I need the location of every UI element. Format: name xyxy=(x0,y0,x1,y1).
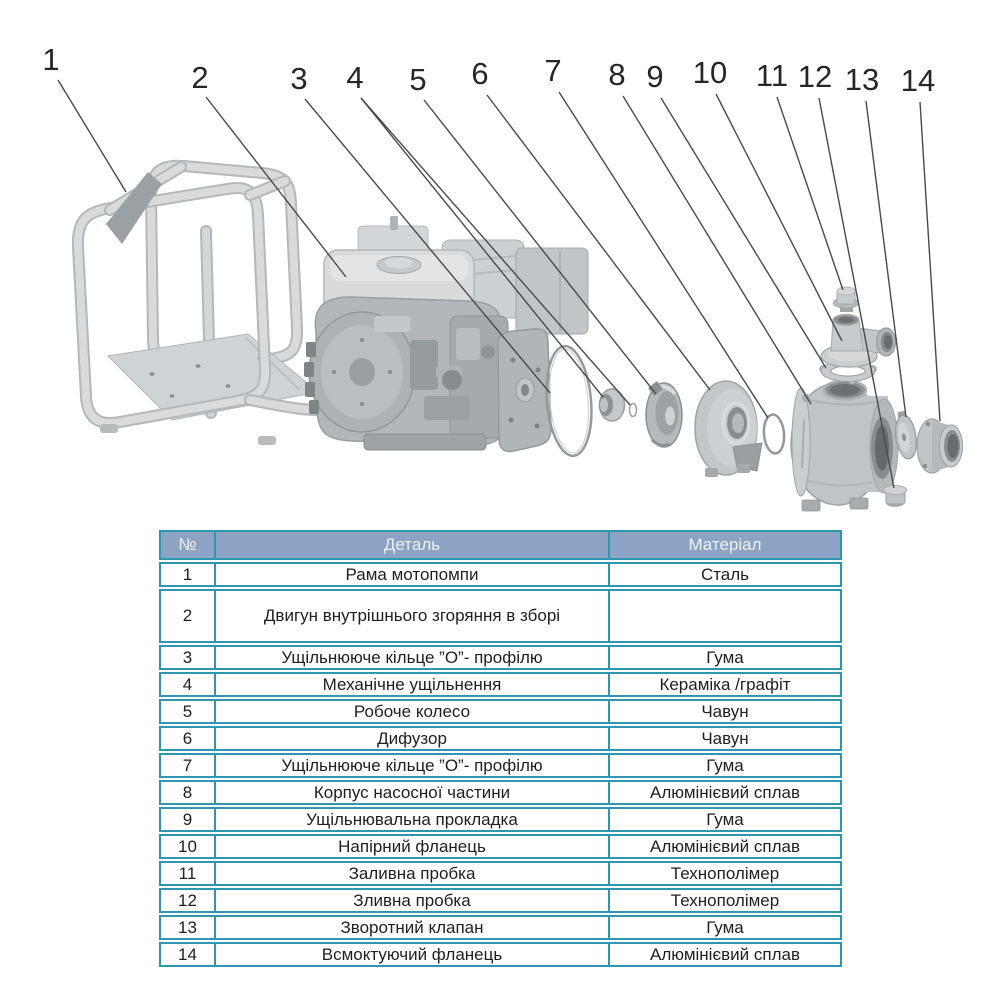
row-cell-part: Зливна пробка xyxy=(214,890,610,911)
frame-part xyxy=(78,166,332,445)
frame-foot xyxy=(100,424,118,433)
row-cell-part: Рама мотопомпи xyxy=(214,564,610,585)
row-cell-material: Алюмінієвий сплав xyxy=(650,836,800,856)
row-cell-number: 1 xyxy=(182,564,193,584)
pump-casing-part xyxy=(791,381,898,512)
table-row xyxy=(159,780,842,805)
row-cell-material: Алюмінієвий сплав xyxy=(650,944,800,964)
leader-line-11 xyxy=(777,97,843,290)
row-cell-material xyxy=(610,591,840,641)
callout-label-8: 8 xyxy=(608,57,626,92)
table-row xyxy=(159,888,842,913)
callout-label-6: 6 xyxy=(471,56,489,91)
table-row xyxy=(159,861,842,886)
header-cell-part: Деталь xyxy=(214,532,610,558)
leader-line-9 xyxy=(661,98,826,368)
row-cell-part: Робоче колесо xyxy=(214,701,610,722)
fill-plug-part xyxy=(834,287,859,312)
table-row xyxy=(159,915,842,940)
table-row xyxy=(159,834,842,859)
callout-label-14: 14 xyxy=(900,63,936,98)
leader-line-14 xyxy=(920,102,940,421)
table-row xyxy=(159,562,842,587)
callout-label-3: 3 xyxy=(290,61,308,96)
row-cell-number: 2 xyxy=(182,606,193,626)
row-cell-number: 4 xyxy=(182,674,193,694)
row-cell-number: 7 xyxy=(182,755,193,775)
callout-label-5: 5 xyxy=(409,62,427,97)
suction-flange-part xyxy=(917,419,963,473)
row-cell-number: 12 xyxy=(178,890,197,910)
engine-mount-plate-part xyxy=(498,329,551,452)
parts-table-body xyxy=(159,562,842,967)
callout-label-2: 2 xyxy=(191,60,209,95)
callout-label-12: 12 xyxy=(797,59,833,94)
row-cell-number: 11 xyxy=(178,863,197,883)
row-cell-number: 9 xyxy=(182,809,193,829)
row-cell-number: 13 xyxy=(178,917,197,937)
impeller-part xyxy=(646,381,682,447)
row-cell-number: 10 xyxy=(178,836,197,856)
row-cell-part: Двигун внутрішнього згоряння в зборі xyxy=(214,591,610,641)
row-cell-material: Сталь xyxy=(700,564,750,584)
row-cell-part: Зворотний клапан xyxy=(214,917,610,938)
row-cell-material: Технополімер xyxy=(670,863,780,883)
table-row xyxy=(159,672,842,697)
drain-plug-part xyxy=(884,486,907,508)
table-row xyxy=(159,726,842,751)
row-cell-number: 14 xyxy=(178,944,197,964)
row-cell-material: Кераміка /графіт xyxy=(659,674,791,694)
row-cell-part: Корпус насосної частини xyxy=(214,782,610,803)
row-cell-part: Напірний фланець xyxy=(214,836,610,857)
leader-line-7 xyxy=(559,92,768,418)
row-cell-part: Ущільнююче кільце ”О”- профілю xyxy=(214,647,610,668)
row-cell-part: Дифузор xyxy=(214,728,610,749)
row-cell-material: Гума xyxy=(706,755,744,775)
frame-foot xyxy=(258,436,276,445)
table-row xyxy=(159,645,842,670)
table-row xyxy=(159,807,842,832)
row-cell-part: Ущільнююче кільце ”О”- профілю xyxy=(214,755,610,776)
row-cell-number: 8 xyxy=(182,782,193,802)
row-cell-part: Ущільнювальна прокладка xyxy=(214,809,610,830)
seal-washer xyxy=(630,404,637,417)
leader-line-10 xyxy=(716,94,842,341)
oring-small-part xyxy=(762,414,785,455)
oring-large-part xyxy=(542,344,595,457)
table-row xyxy=(159,942,842,967)
row-cell-material: Гума xyxy=(706,647,744,667)
row-cell-material: Алюмінієвий сплав xyxy=(650,782,800,802)
header-cell-number: № xyxy=(178,535,197,555)
row-cell-part: Всмоктуючий фланець xyxy=(214,944,610,965)
parts-table-header xyxy=(159,530,842,560)
row-cell-part: Механічне ущільнення xyxy=(214,674,610,695)
leader-line-8 xyxy=(623,96,811,404)
engine-air-filter xyxy=(516,248,588,334)
table-row xyxy=(159,699,842,724)
row-cell-material: Технополімер xyxy=(670,890,780,910)
header-cell-material: Матеріал xyxy=(688,535,762,555)
callout-label-13: 13 xyxy=(844,62,880,97)
table-row xyxy=(159,753,842,778)
row-cell-material: Чавун xyxy=(701,728,749,748)
callout-label-1: 1 xyxy=(42,42,60,77)
row-cell-material: Гума xyxy=(706,917,744,937)
mechanical-seal-part xyxy=(599,389,637,421)
row-cell-number: 3 xyxy=(182,647,193,667)
leader-line-1 xyxy=(58,80,126,192)
callout-label-4: 4 xyxy=(346,60,364,95)
table-row xyxy=(159,589,842,643)
row-cell-part: Заливна пробка xyxy=(214,863,610,884)
callout-label-10: 10 xyxy=(692,55,728,90)
callout-label-7: 7 xyxy=(544,53,562,88)
row-cell-material: Гума xyxy=(706,809,744,829)
parts-table xyxy=(159,530,842,969)
callout-label-9: 9 xyxy=(646,59,664,94)
callout-label-11: 11 xyxy=(755,58,789,93)
row-cell-material: Чавун xyxy=(701,701,749,721)
row-cell-number: 6 xyxy=(182,728,193,748)
row-cell-number: 5 xyxy=(182,701,193,721)
diffuser-part xyxy=(695,381,762,477)
